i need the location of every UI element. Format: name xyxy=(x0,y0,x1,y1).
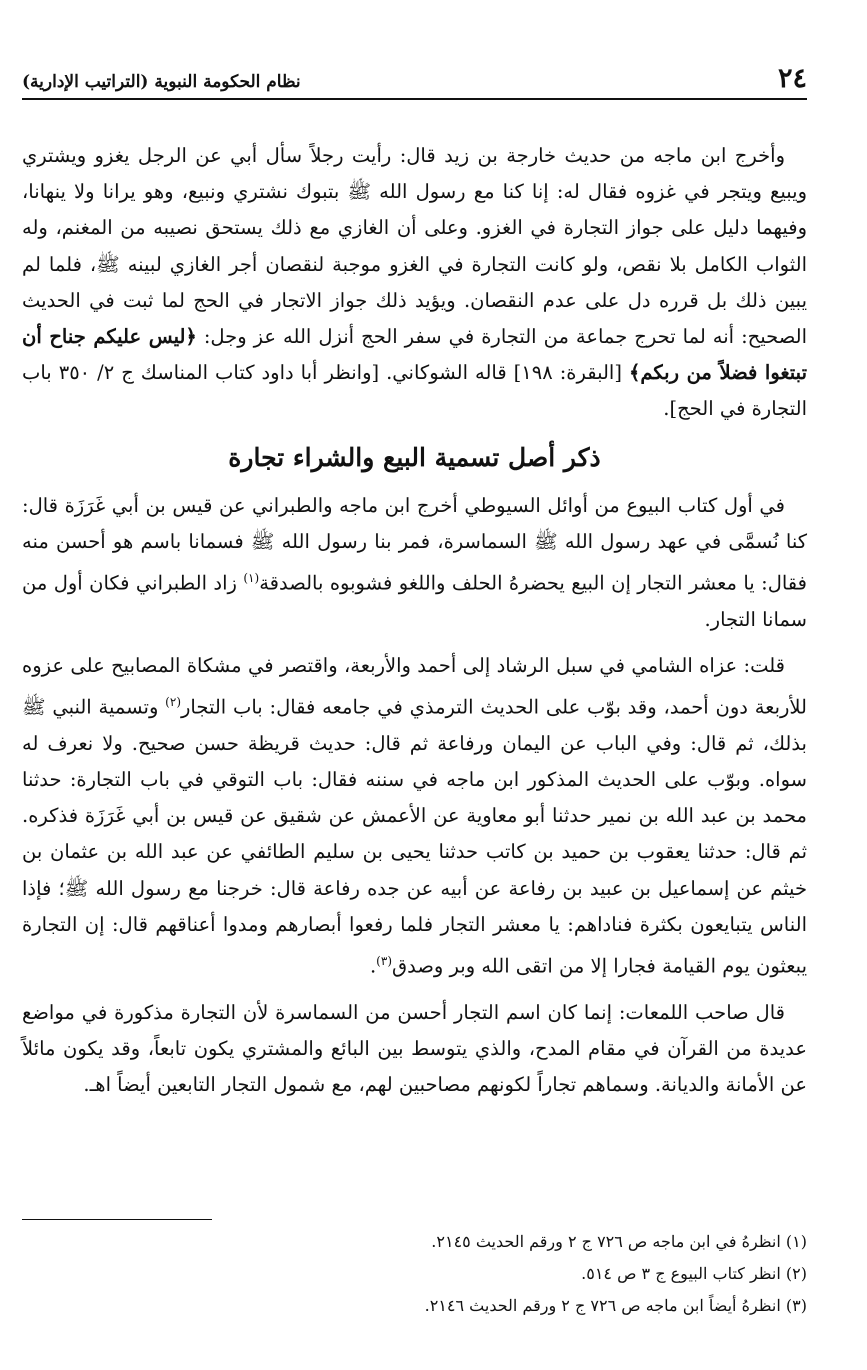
footnotes xyxy=(22,1226,807,1322)
paragraph-2-tail: زاد الطبراني فكان أول من سمانا التجار. xyxy=(22,571,807,631)
main-text xyxy=(22,138,807,1111)
paragraph-3-body: وتسمية النبي ﷺ بذلك، ثم قال: وفي الباب عن اليمان ورفاعة ثم قال: حديث قريظة حسن صحيح. ولا نعرف له سواه. وبوّب على الحديث المذكور ابن ماجه في سننه فقال: باب التوقي في باب التجارة: حدثنا محمد بن عبد الله بن نمير حدثنا أبو معاوية عن الأعمش عن شقيق عن قيس بن أبي غَرَزَة فذكره. ثم قال: حدثنا يعقوب بن حميد بن كاتب حدثنا يحيى بن سليم الطائفي عن عبد الله بن عثمان بن خيثم عن إسماعيل بن عبيد بن رفاعة عن أبيه عن جده رفاعة قال: خرجنا مع رسول الله ﷺ؛ فإذا الناس يتبايعون بكثرة فناداهم: يا معشر التجار فلما رفعوا أبصارهم ومدوا أعناقهم قال: إن التجارة يبعثون يوم القيامة فجارا إلا من اتقى الله وبر وصدق xyxy=(22,695,807,978)
footnote-3: (٣) انظرهُ أيضاً ابن ماجه ص ٧٢٦ ج ٢ ورقم الحديث ٢١٤٦. xyxy=(424,1296,807,1315)
paragraph-2 xyxy=(22,488,807,638)
page-number: ٢٤ xyxy=(777,63,807,94)
paragraph-3-text: قلت: عزاه الشامي في سبل الرشاد إلى أحمد والأربعة، واقتصر في مشكاة المصابيح على عزوه للأربعة دون أحمد، وقد بوّب على الحديث الترمذي في جامعه فقال: باب التجار xyxy=(22,653,807,719)
quran-verse: ﴿ليس عليكم جناح أن تبتغوا فضلاً من ربكم﴾ xyxy=(22,325,807,385)
section-heading: ذكر أصل تسمية البيع والشراء تجارة xyxy=(228,442,601,472)
paragraph-3-end: . xyxy=(369,954,377,978)
paragraph-2-text: في أول كتاب البيوع من أوائل السيوطي أخرج ابن ماجه والطبراني عن قيس بن أبي غَرَزَة قال: كنا نُسمَّى في عهد رسول الله ﷺ السماسرة، فمر بنا رسول الله ﷺ فسمانا باسم هو أحسن منه فقال: يا معشر التجار إن البيع يحضرهُ الحلف واللغو فشوبوه بالصدقة xyxy=(22,493,807,595)
footnote-1: (١) انظرهُ في ابن ماجه ص ٧٢٦ ج ٢ ورقم الحديث ٢١٤٥. xyxy=(431,1232,807,1251)
paragraph-1-text: وأخرج ابن ماجه من حديث خارجة بن زيد قال: رأيت رجلاً سأل أبي عن الرجل يغزو ويشتري ويبيع ويتجر في غزوه فقال له: إنا كنا مع رسول الله ﷺ بتبوك نشتري ونبيع، وهو يرانا ولا ينهانا، وفيهما دليل على جواز التجارة في الغزو. وعلى أن الغازي مع ذلك يستحق نصيبه من المغنم، وله الثواب الكامل بلا نقص، ولو كانت التجارة في الغزو موجبة لنقصان أجر الغازي لبينه ﷺ، فلما لم يبين ذلك بل قرره دل على عدم النقصان. ويؤيد ذلك جواز الاتجار في الحج لما ثبت في الحديث الصحيح: أنه لما تحرج جماعة من التجارة في سفر الحج أنزل الله عز وجل: xyxy=(22,144,807,349)
paragraph-1-citation: [البقرة: ١٩٨] قاله الشوكاني. [وانظر أبا داود كتاب المناسك ج ٢/ ٣٥٠ باب التجارة في الحج]. xyxy=(22,361,807,421)
footnote-ref-1: (١) xyxy=(243,571,260,586)
paragraph-4: قال صاحب اللمعات: إنما كان اسم التجار أحسن من السماسرة لأن التجارة مذكورة في مواضع عديدة من القرآن في مقام المدح، والذي يتوسط بين البائع والمشتري يكون تابعاً، وقد يكون مائلاً عن الأمانة والديانة. وسماهم تجاراً لكونهم مصاحبين لهم، مع شمول التجار التابعين أيضاً اهـ. xyxy=(22,1000,807,1097)
footnote-ref-2: (٢) xyxy=(165,695,181,710)
footnote-2: (٢) انظر كتاب البيوع ج ٣ ص ٥١٤. xyxy=(581,1264,807,1283)
page-header xyxy=(22,58,807,100)
paragraph-3 xyxy=(22,648,807,985)
footnote-separator xyxy=(22,1219,212,1220)
paragraph-1 xyxy=(22,138,807,428)
running-title: نظام الحكومة النبوية (التراتيب الإدارية) xyxy=(22,72,301,92)
footnote-ref-3: (٣) xyxy=(376,954,392,969)
